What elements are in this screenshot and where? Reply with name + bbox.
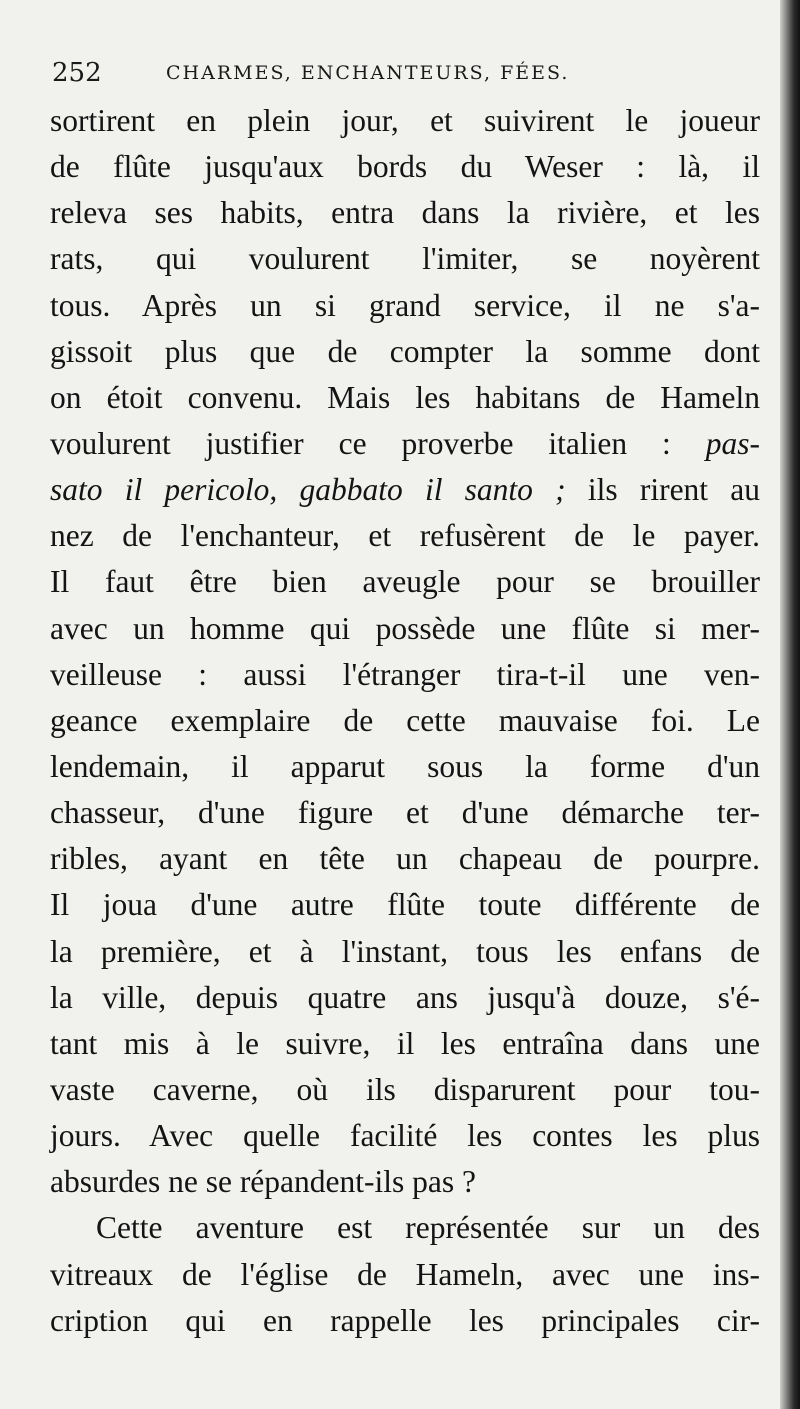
text-line: veilleuse : aussi l'étranger tira-t-il une ven- — [50, 656, 760, 692]
text-line: gissoit plus que de compter la somme dont — [50, 333, 760, 369]
text-line: jours. Avec quelle facilité les contes les plus — [50, 1118, 760, 1154]
text-line-mixed — [50, 467, 760, 513]
text-line: vaste caverne, où ils disparurent pour tou- — [50, 1071, 760, 1107]
text-line: Il faut être bien aveugle pour se brouiller — [50, 564, 760, 600]
text-line: ribles, ayant en tête un chapeau de pourpre. — [50, 841, 760, 877]
text-line: vitreaux de l'église de Hameln, avec une ins- — [50, 1256, 760, 1292]
text-line: sortirent en plein jour, et suivirent le joueur — [50, 103, 760, 138]
italic-segment: sato il pericolo, gabbato il santo ; — [50, 472, 566, 508]
text-line: chasseur, d'une figure et d'une démarche ter- — [50, 795, 760, 831]
text-line: Cette aventure est représentée sur un des — [96, 1210, 760, 1246]
page-number: 252 — [52, 58, 102, 88]
text-line: geance exemplaire de cette mauvaise foi. Le — [50, 702, 760, 738]
body-text — [50, 98, 760, 1344]
text-line: cription qui en rappelle les principales cir- — [50, 1302, 760, 1338]
running-title: CHARMES, ENCHANTEURS, FÉES. — [166, 62, 570, 84]
text-line: tant mis à le suivre, il les entraîna dans une — [50, 1025, 760, 1061]
text-line: lendemain, il apparut sous la forme d'un — [50, 748, 760, 784]
italic-segment: pas- — [705, 425, 761, 461]
text-line: on étoit convenu. Mais les habitans de Hameln — [50, 379, 760, 415]
text-line: nez de l'enchanteur, et refusèrent de le payer. — [50, 518, 760, 554]
text-line: tous. Après un si grand service, il ne s'a- — [50, 287, 760, 323]
page-edge-shadow — [780, 0, 800, 1409]
text-line: la première, et à l'instant, tous les enfans de — [50, 933, 760, 969]
text-line-mixed — [50, 421, 760, 467]
text-line: absurdes ne se répandent-ils pas ? — [50, 1164, 476, 1200]
text-segment: ils rirent au — [587, 472, 760, 508]
text-line: releva ses habits, entra dans la rivière, et les — [50, 195, 760, 231]
text-line: la ville, depuis quatre ans jusqu'à douze, s'é- — [50, 979, 760, 1015]
text-line: rats, qui voulurent l'imiter, se noyèrent — [50, 241, 760, 277]
text-segment: voulurent justifier ce proverbe italien : — [50, 425, 671, 461]
page-header — [52, 58, 752, 88]
text-line: Il joua d'une autre flûte toute différente de — [50, 887, 760, 923]
text-line: avec un homme qui possède une flûte si mer- — [50, 610, 760, 646]
text-line: de flûte jusqu'aux bords du Weser : là, il — [50, 149, 760, 185]
